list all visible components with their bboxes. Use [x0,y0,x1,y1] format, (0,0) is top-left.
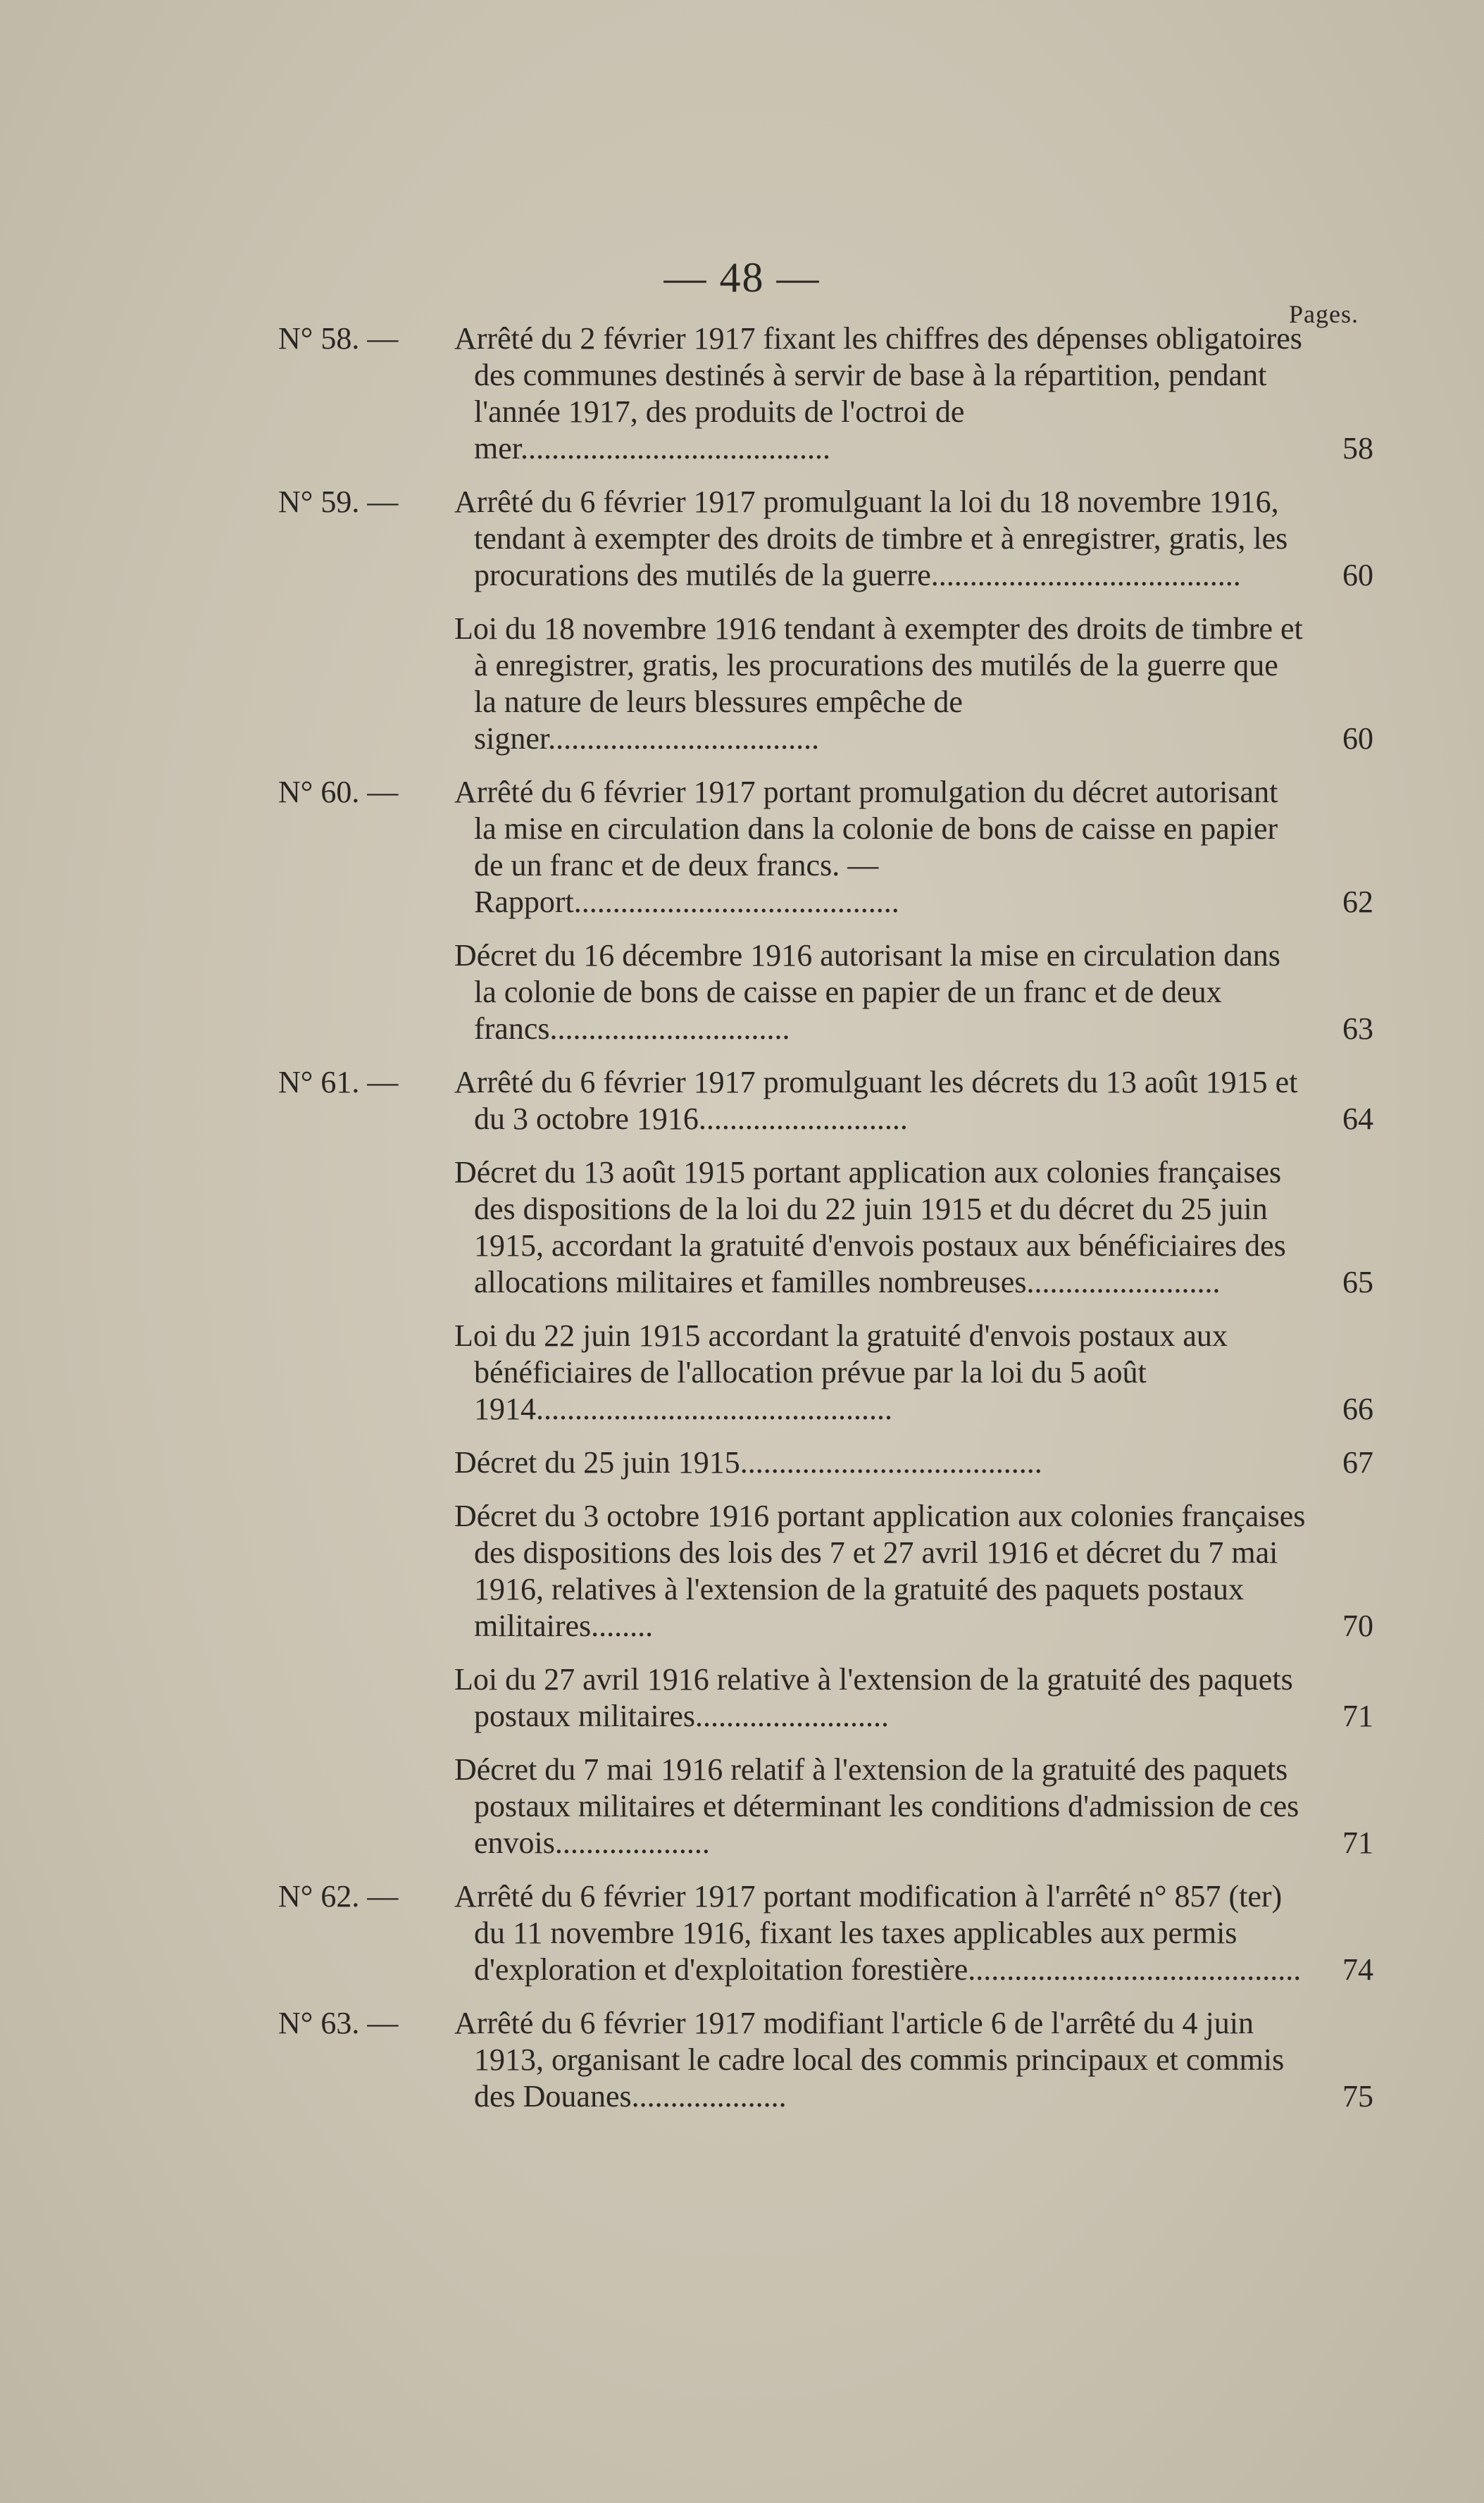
toc-item-page: 70 [1342,1609,1373,1643]
entry-body [454,2005,1373,2115]
toc-item-text: Décret du 25 juin 1915....................................... [454,1445,1042,1480]
entry-body [454,1878,1373,1988]
toc-item [454,1444,1373,1481]
entry-body [454,320,1373,467]
toc-item [454,1752,1373,1861]
toc-item-page: 58 [1342,431,1373,466]
entry-body [454,484,1373,757]
entry-number: N° 60. — [278,775,399,809]
toc-item-text: Arrêté du 6 février 1917 portant modification à l'arrêté n° 857 (ter) du 11 novembre 1916, fixant les taxes applicables aux permis d'exploration et d'exploitation forestière........................................... [454,1879,1302,1987]
toc-entry-58 [278,320,1373,467]
toc-item-page: 74 [1342,1952,1373,1987]
entry-number: N° 58. — [278,321,399,356]
toc-item-page: 65 [1342,1265,1373,1299]
entry-number: N° 62. — [278,1879,399,1914]
toc-item [454,774,1373,920]
toc-item-text: Arrêté du 6 février 1917 promulguant la loi du 18 novembre 1916, tendant à exempter des droits de timbre et à enregistrer, gratis, les procurations des mutilés de la guerre........................................ [454,485,1288,592]
entry-number: N° 61. — [278,1065,399,1099]
toc-item-page: 66 [1342,1392,1373,1426]
toc-item-page: 62 [1342,885,1373,919]
toc-item-page: 67 [1342,1445,1373,1480]
entry-body [454,774,1373,1047]
entry-body [454,1064,1373,1861]
toc-item [454,1498,1373,1644]
toc-item-page: 75 [1342,2079,1373,2114]
toc-item [454,484,1373,594]
toc-item-text: Loi du 22 juin 1915 accordant la gratuité d'envois postaux aux bénéficiaires de l'allocation prévue par la loi du 5 août 1914.............................................. [454,1318,1228,1426]
toc-entry-63 [278,2005,1373,2115]
toc-item-text: Décret du 13 août 1915 portant application aux colonies françaises des dispositions de la loi du 22 juin 1915 et du décret du 25 juin 1915, accordant la gratuité d'envois postaux aux bénéficiaires des allocations militaires et familles nombreuses......................... [454,1155,1286,1299]
toc-entry-62 [278,1878,1373,1988]
toc-item-page: 63 [1342,1011,1373,1046]
page-number: — 48 — [663,254,821,301]
pages-column-header: Pages. [1289,300,1359,328]
toc-item-page: 60 [1342,721,1373,756]
toc-item-text: Décret du 3 octobre 1916 portant application aux colonies françaises des dispositions des lois des 7 et 27 avril 1916 et décret du 7 mai 1916, relatives à l'extension de la gratuité des paquets postaux militaires........ [454,1499,1306,1643]
toc-item [454,1064,1373,1137]
toc-item [454,611,1373,757]
toc-item-text: Arrêté du 2 février 1917 fixant les chiffres des dépenses obligatoires des communes destinés à servir de base à la répartition, pendant l'année 1917, des produits de l'octroi de mer........................................ [454,321,1302,466]
toc-item [454,1878,1373,1988]
toc-item [454,1318,1373,1428]
toc-item-text: Arrêté du 6 février 1917 promulguant les décrets du 13 août 1915 et du 3 octobre 1916........................... [454,1065,1298,1136]
table-of-contents [278,320,1373,2132]
toc-entry-61 [278,1064,1373,1861]
toc-item [454,1661,1373,1735]
toc-item-text: Loi du 18 novembre 1916 tendant à exempter des droits de timbre et à enregistrer, gratis, les procurations des mutilés de la guerre que la nature de leurs blessures empêche de signer................................... [454,611,1303,756]
toc-item [454,937,1373,1047]
toc-entry-60 [278,774,1373,1047]
toc-item-page: 60 [1342,558,1373,592]
toc-item-text: Arrêté du 6 février 1917 portant promulgation du décret autorisant la mise en circulation dans la colonie de bons de caisse en papier de un franc et de deux francs. — Rapport.......................................... [454,775,1278,919]
toc-item-page: 71 [1342,1699,1373,1733]
toc-item [454,1154,1373,1301]
toc-item-text: Arrêté du 6 février 1917 modifiant l'article 6 de l'arrêté du 4 juin 1913, organisant le cadre local des commis principaux et commis des Douanes.................... [454,2006,1285,2114]
toc-item-page: 64 [1342,1101,1373,1136]
toc-item [454,2005,1373,2115]
entry-number: N° 63. — [278,2006,399,2040]
toc-item-text: Décret du 16 décembre 1916 autorisant la mise en circulation dans la colonie de bons de caisse en papier de un franc et de deux francs............................... [454,938,1280,1046]
toc-entry-59 [278,484,1373,757]
entry-number: N° 59. — [278,485,399,519]
toc-item-page: 71 [1342,1825,1373,1860]
toc-item-text: Loi du 27 avril 1916 relative à l'extension de la gratuité des paquets postaux militaires......................... [454,1662,1293,1733]
toc-item-text: Décret du 7 mai 1916 relatif à l'extension de la gratuité des paquets postaux militaires et déterminant les conditions d'admission de ces envois.................... [454,1752,1299,1860]
toc-item [454,320,1373,467]
